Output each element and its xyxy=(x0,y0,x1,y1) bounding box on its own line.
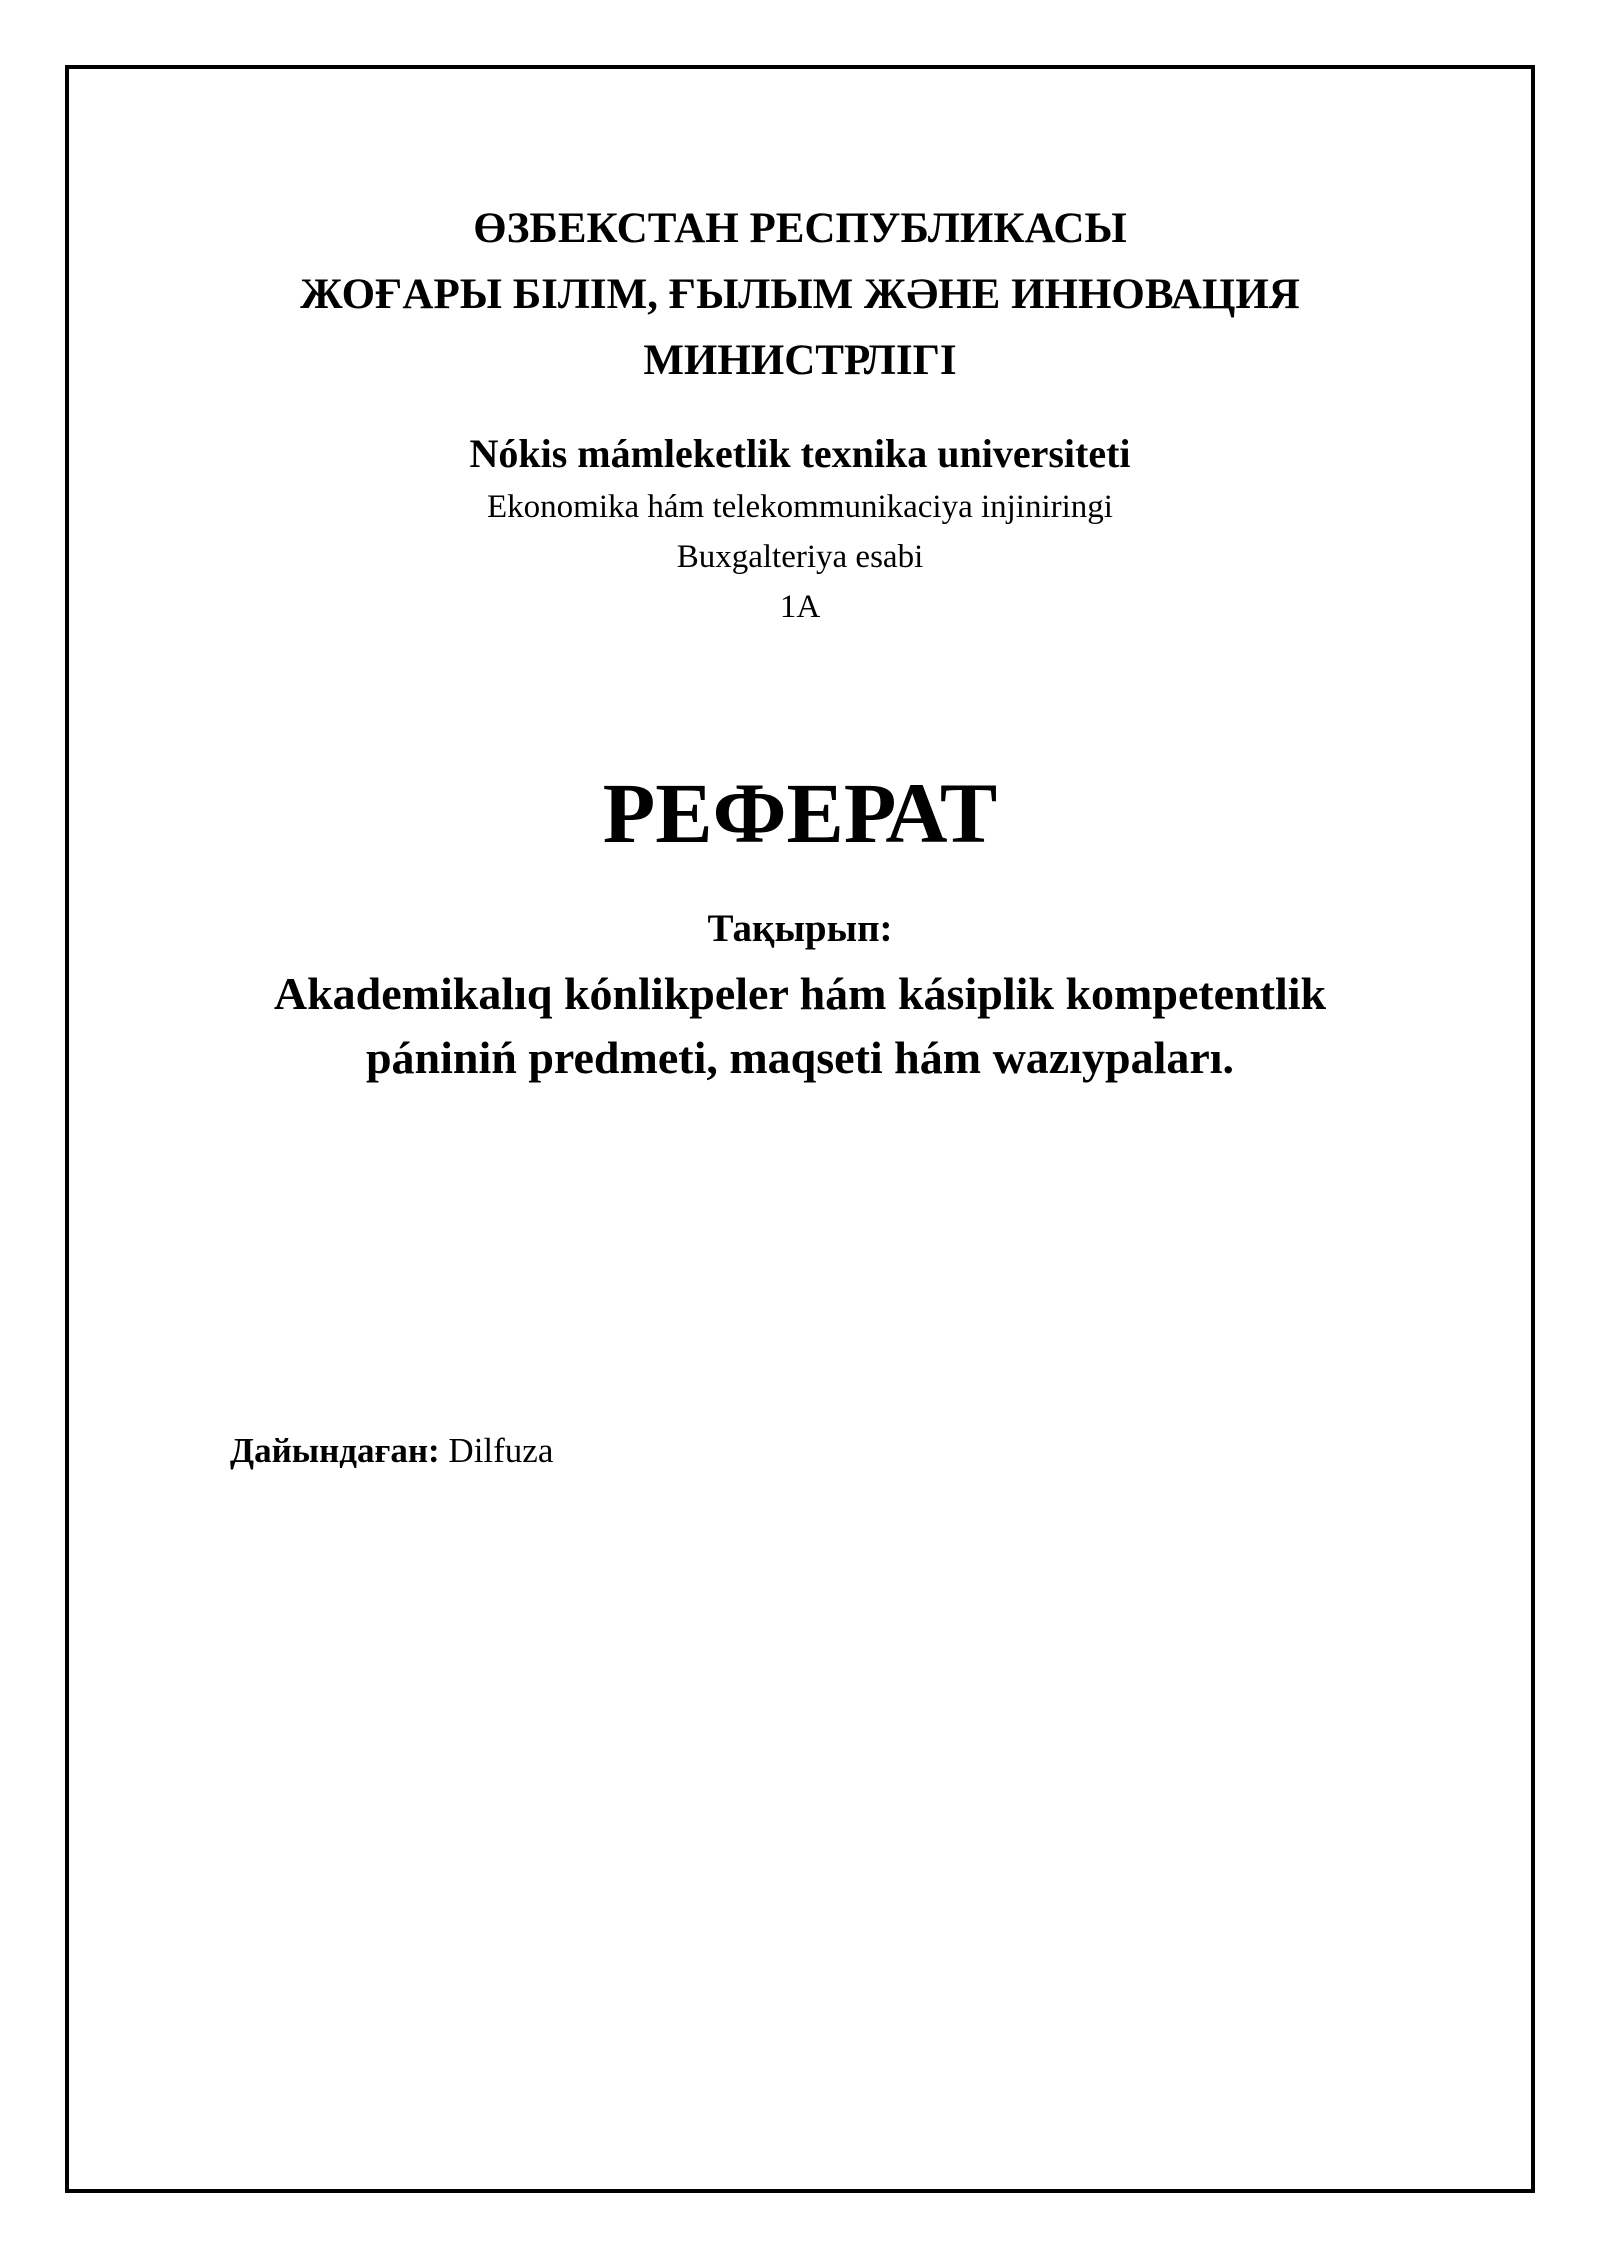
department-name: Buxgalteriya esabi xyxy=(676,539,924,575)
topic-label: Тақырып: xyxy=(707,907,893,950)
document-type-title: РЕФЕРАТ xyxy=(602,765,998,861)
ministry-line-1: ӨЗБЕКСТАН РЕСПУБЛИКАСЫ xyxy=(473,205,1127,252)
faculty-name: Ekonomika hám telekommunikaciya injiniringi xyxy=(487,489,1113,525)
topic-title xyxy=(0,962,1600,1090)
ministry-line-3: МИНИСТРЛІГІ xyxy=(643,337,957,384)
topic-line-1: Akademikalıq kónlikpeler hám kásiplik kompetentlik xyxy=(273,968,1327,1019)
ministry-heading xyxy=(0,196,1600,394)
author-line xyxy=(230,1426,553,1476)
author-label: Дайындаған: xyxy=(230,1431,440,1470)
ministry-line-2: ЖОҒАРЫ БІЛІМ, ҒЫЛЫМ ЖӘНЕ ИННОВАЦИЯ xyxy=(300,271,1300,318)
university-name: Nókis mámleketlik texnika universiteti xyxy=(469,431,1131,476)
author-name: Dilfuza xyxy=(448,1431,554,1470)
topic-line-2: pániniń predmeti, maqseti hám wazıypaları. xyxy=(365,1032,1235,1083)
group-name: 1A xyxy=(779,589,821,625)
